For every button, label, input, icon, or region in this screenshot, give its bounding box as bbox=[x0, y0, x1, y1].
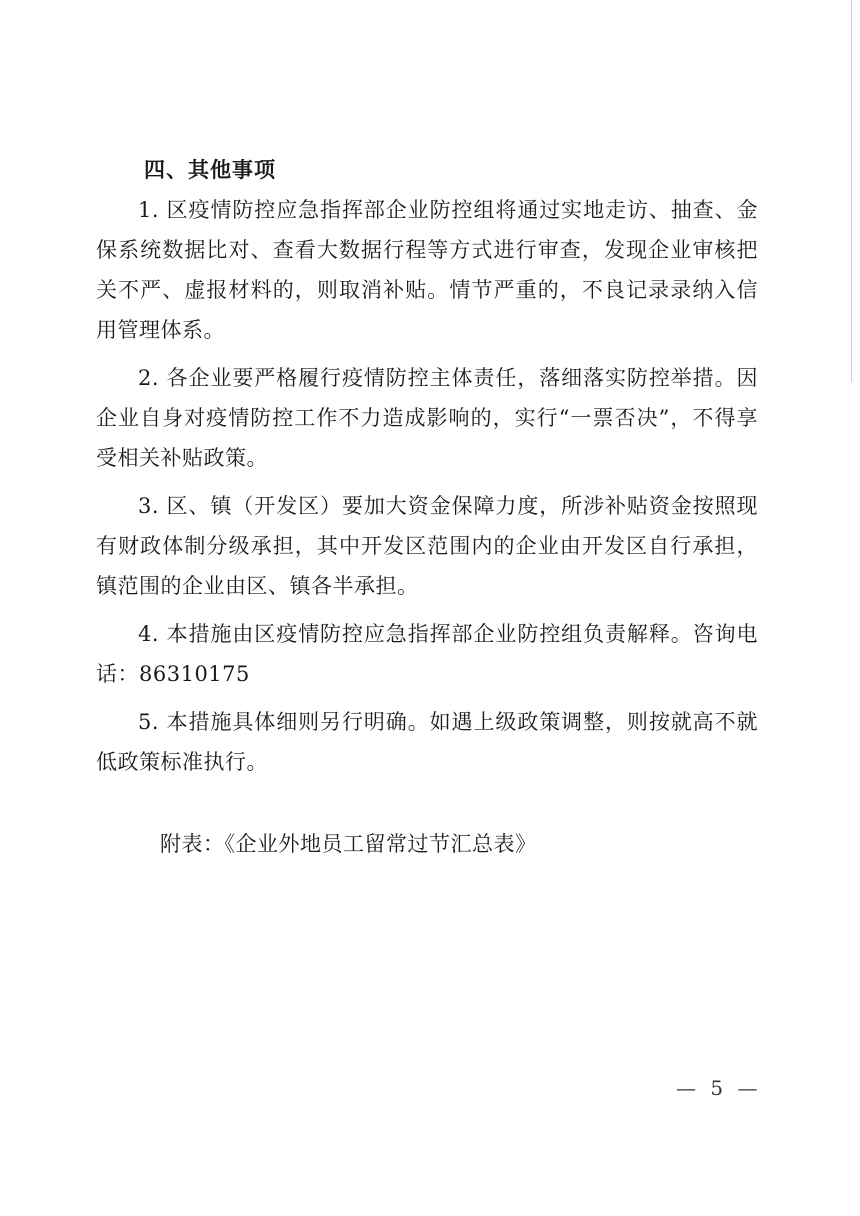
paragraph-item-1: 1. 区疫情防控应急指挥部企业防控组将通过实地走访、抽查、金保系统数据比对、查看大数据行程等方式进行审查，发现企业审核把关不严、虚报材料的，则取消补贴。情节严重的，不良记录录纳入信用管理体系。 bbox=[96, 198, 758, 342]
paragraph-item-5: 5. 本措施具体细则另行明确。如遇上级政策调整，则按就高不就低政策标准执行。 bbox=[96, 710, 758, 774]
page-number: — 5 — bbox=[676, 1076, 762, 1100]
document-body bbox=[96, 150, 758, 864]
attachment-note: 附表：《企业外地员工留常过节汇总表》 bbox=[160, 832, 537, 856]
paragraph-item-3: 3. 区、镇（开发区）要加大资金保障力度，所涉补贴资金按照现有财政体制分级承担，其中开发区范围内的企业由开发区自行承担，镇范围的企业由区、镇各半承担。 bbox=[96, 494, 758, 598]
paragraph-item-2: 2. 各企业要严格履行疫情防控主体责任，落细落实防控举措。因企业自身对疫情防控工作不力造成影响的，实行“一票否决”，不得享受相关补贴政策。 bbox=[96, 366, 758, 470]
section-heading: 四、其他事项 bbox=[144, 158, 276, 182]
page-edge-line bbox=[851, 0, 852, 382]
paragraph-item-4: 4. 本措施由区疫情防控应急指挥部企业防控组负责解释。咨询电话：86310175 bbox=[96, 622, 758, 686]
